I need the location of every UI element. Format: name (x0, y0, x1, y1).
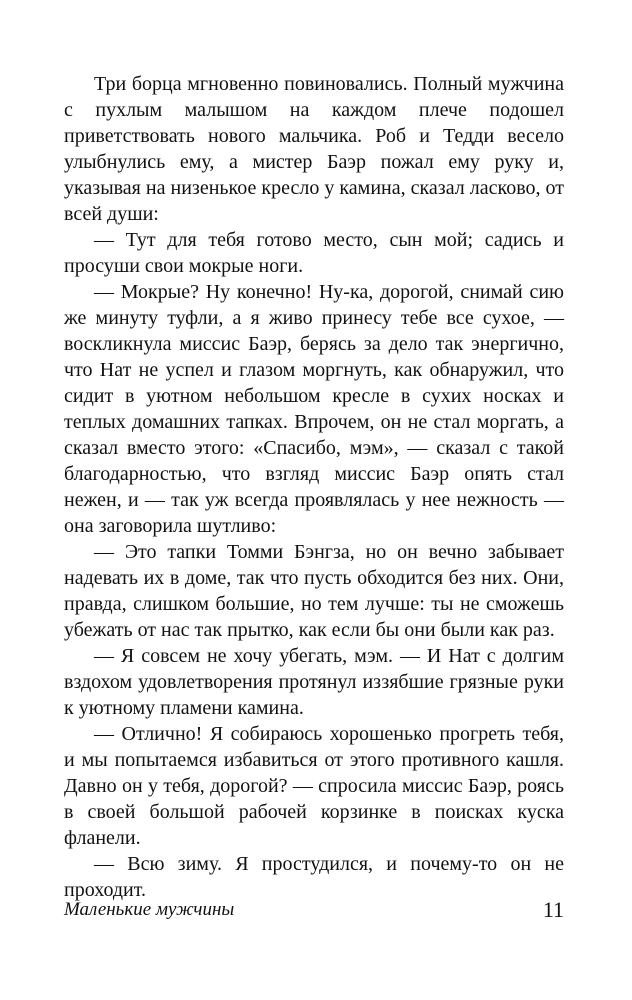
paragraph-6: — Отлично! Я собираюсь хорошенько прогреть тебя, и мы попытаемся избавиться от этого противного кашля. Давно он у тебя, дорогой? — спросила миссис Баэр, роясь в своей большой рабочей корзинке в поисках куска фланели. (64, 723, 564, 849)
paragraph-4: — Это тапки Томми Бэнгза, но он вечно забывает надевать их в доме, так что пусть обходится без них. Они, правда, слишком большие, но тем лучше: ты не сможешь убежать от нас так прытко, как если бы они были как раз. (64, 541, 564, 641)
page-number: 11 (542, 897, 564, 922)
body-text (64, 71, 564, 903)
paragraph-5: — Я совсем не хочу убегать, мэм. — И Нат с долгим вздохом удовлетворения протянул иззябшие грязные руки к уютному пламени камина. (64, 645, 564, 719)
page-footer (64, 899, 564, 929)
running-title: Маленькие мужчины (64, 899, 235, 920)
paragraph-7: — Всю зиму. Я простудился, и почему-то он не проходит. (64, 853, 564, 901)
paragraph-2: — Тут для тебя готово место, сын мой; садись и просуши свои мокрые ноги. (64, 229, 564, 277)
paragraph-3: — Мокрые? Ну конечно! Ну-ка, дорогой, снимай сию же минуту туфли, а я живо принесу тебе все сухое, — воскликнула миссис Баэр, берясь за дело так энергично, что Нат не успел и глазом моргнуть, как обнаружил, что сидит в уютном небольшом кресле в сухих носках и теплых домашних тапках. Впрочем, он не стал моргать, а сказал вместо этого: «Спасибо, мэм», — сказал с такой благодарностью, что взгляд миссис Баэр опять стал нежен, и — так уж всегда проявлялась у нее нежность — она заговорила шутливо: (64, 281, 564, 537)
paragraph-1: Три борца мгновенно повиновались. Полный мужчина с пухлым малышом на каждом плече подошел приветствовать нового мальчика. Роб и Тедди весело улыбнулись ему, а мистер Баэр пожал ему руку и, указывая на низенькое кресло у камина, сказал ласково, от всей души: (64, 73, 564, 225)
